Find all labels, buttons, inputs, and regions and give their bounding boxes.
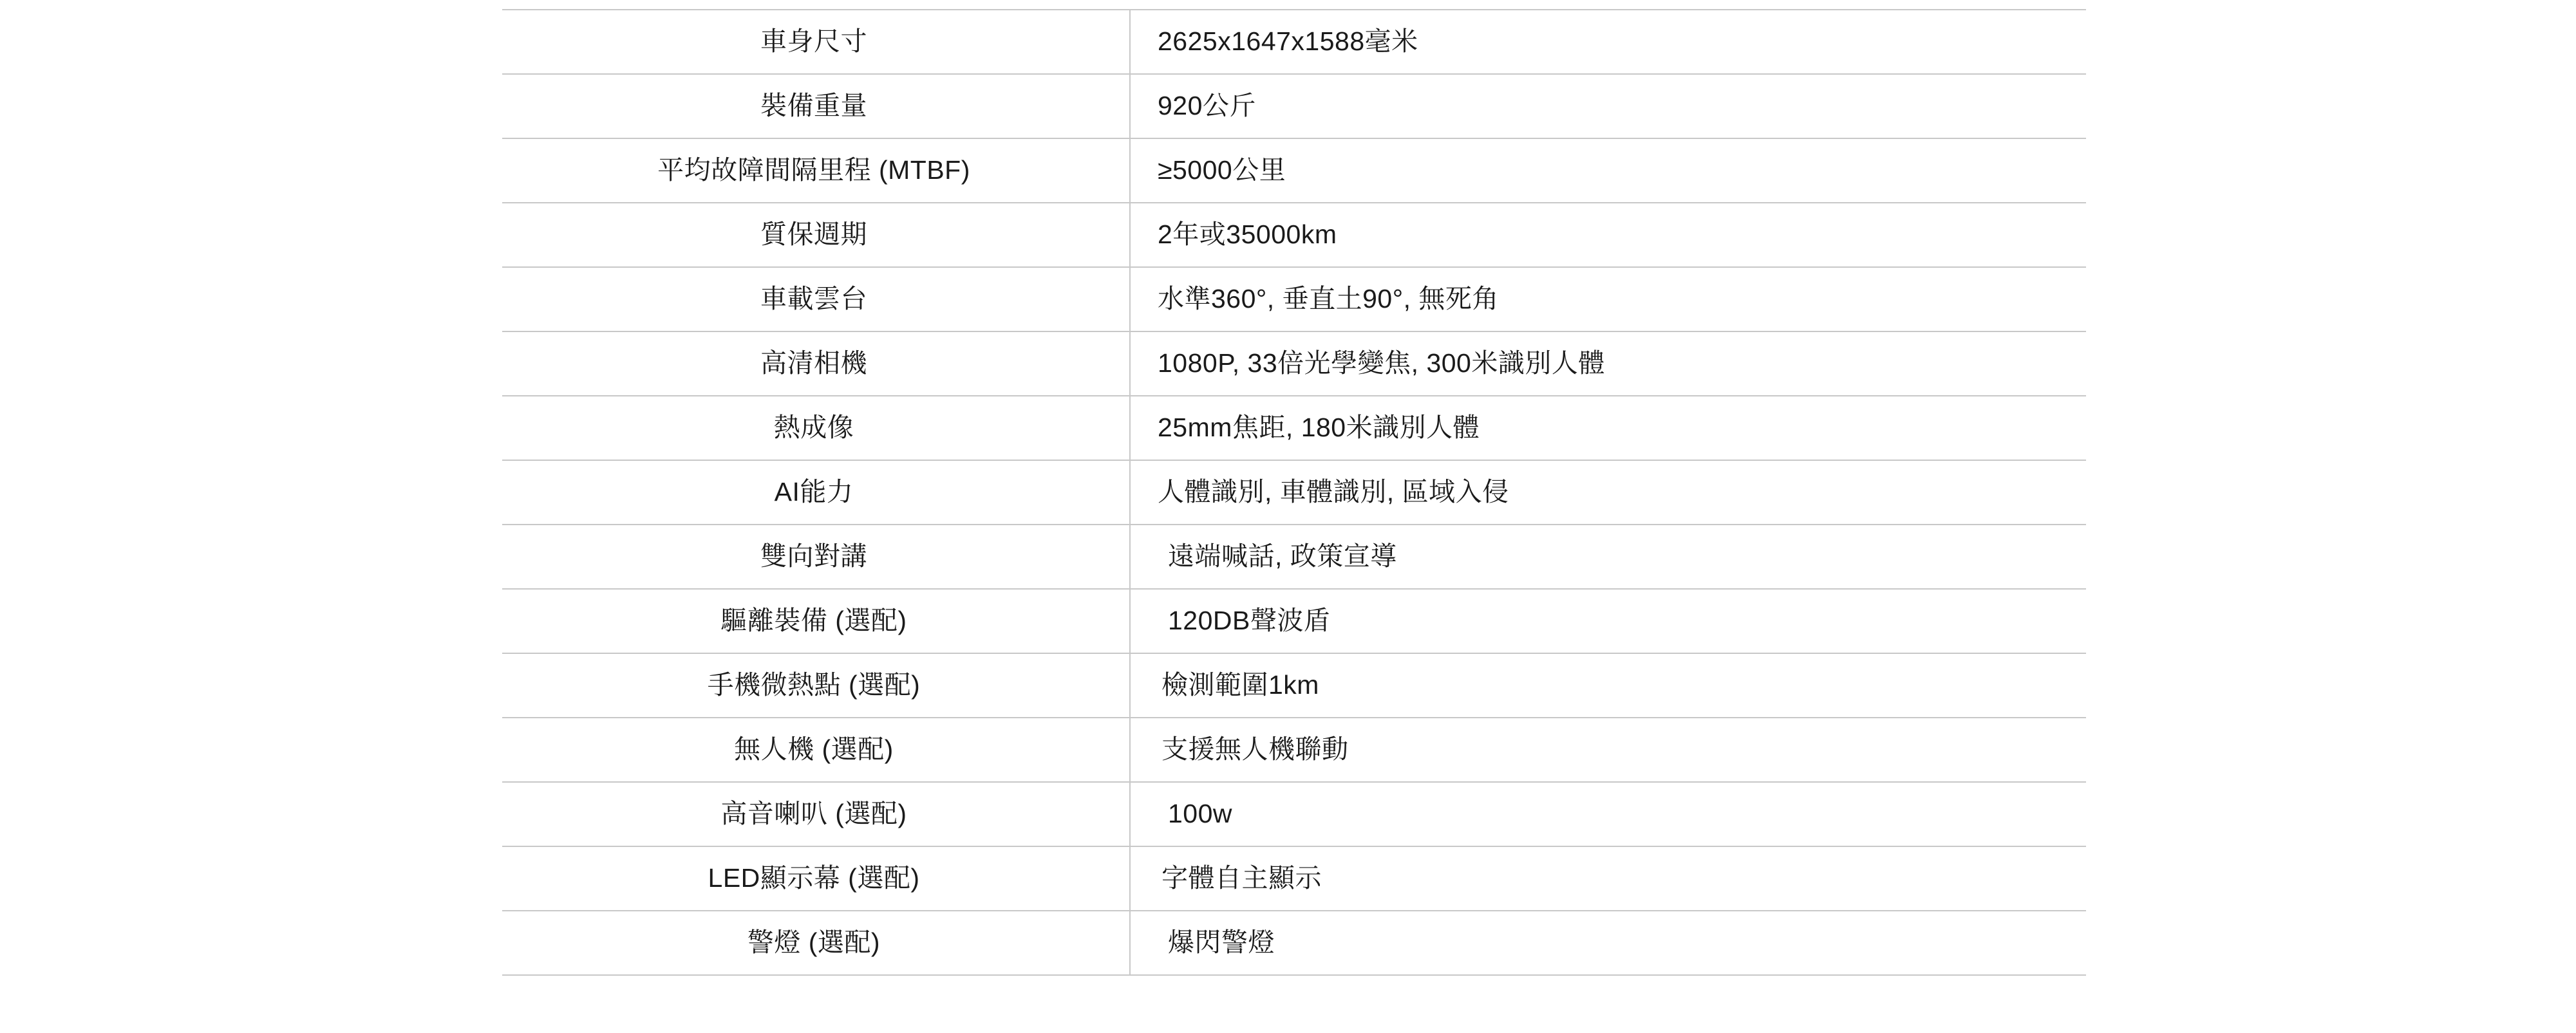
- spec-label: 手機微熱點 (選配): [502, 653, 1130, 718]
- spec-label: 無人機 (選配): [502, 718, 1130, 782]
- table-row: [502, 653, 2086, 718]
- specification-table-container: [502, 9, 2086, 976]
- spec-value: 水準360°, 垂直土90°, 無死角: [1130, 267, 2086, 331]
- spec-value: 1080P, 33倍光學變焦, 300米識別人體: [1130, 331, 2086, 396]
- table-row: [502, 782, 2086, 846]
- specification-table-body: [502, 10, 2086, 975]
- spec-value: ≥5000公里: [1130, 138, 2086, 203]
- table-row: [502, 911, 2086, 975]
- spec-value: 120DB聲波盾: [1130, 589, 2086, 653]
- spec-value: 檢測範圍1km: [1130, 653, 2086, 718]
- table-row: [502, 718, 2086, 782]
- table-row: [502, 846, 2086, 911]
- spec-label: 驅離裝備 (選配): [502, 589, 1130, 653]
- spec-value: 920公斤: [1130, 74, 2086, 138]
- spec-value: 100w: [1130, 782, 2086, 846]
- spec-value: 字體自主顯示: [1130, 846, 2086, 911]
- spec-value: 支援無人機聯動: [1130, 718, 2086, 782]
- spec-label: 車身尺寸: [502, 10, 1130, 74]
- specification-table: [502, 9, 2086, 976]
- spec-value: 爆閃警燈: [1130, 911, 2086, 975]
- table-row: [502, 589, 2086, 653]
- table-row: [502, 203, 2086, 267]
- table-row: [502, 10, 2086, 74]
- spec-label: 雙向對講: [502, 525, 1130, 589]
- spec-label: AI能力: [502, 460, 1130, 525]
- spec-value: 25mm焦距, 180米識別人體: [1130, 396, 2086, 460]
- table-row: [502, 525, 2086, 589]
- spec-label: 高音喇叭 (選配): [502, 782, 1130, 846]
- spec-value: 人體識別, 車體識別, 區域入侵: [1130, 460, 2086, 525]
- spec-label: 警燈 (選配): [502, 911, 1130, 975]
- spec-label: LED顯示幕 (選配): [502, 846, 1130, 911]
- spec-label: 平均故障間隔里程 (MTBF): [502, 138, 1130, 203]
- spec-value: 2年或35000km: [1130, 203, 2086, 267]
- table-row: [502, 331, 2086, 396]
- table-row: [502, 396, 2086, 460]
- table-row: [502, 138, 2086, 203]
- spec-label: 裝備重量: [502, 74, 1130, 138]
- spec-label: 熱成像: [502, 396, 1130, 460]
- table-row: [502, 74, 2086, 138]
- spec-label: 質保週期: [502, 203, 1130, 267]
- spec-label: 高清相機: [502, 331, 1130, 396]
- table-row: [502, 460, 2086, 525]
- table-row: [502, 267, 2086, 331]
- spec-value: 遠端喊話, 政策宣導: [1130, 525, 2086, 589]
- spec-label: 車載雲台: [502, 267, 1130, 331]
- spec-value: 2625x1647x1588毫米: [1130, 10, 2086, 74]
